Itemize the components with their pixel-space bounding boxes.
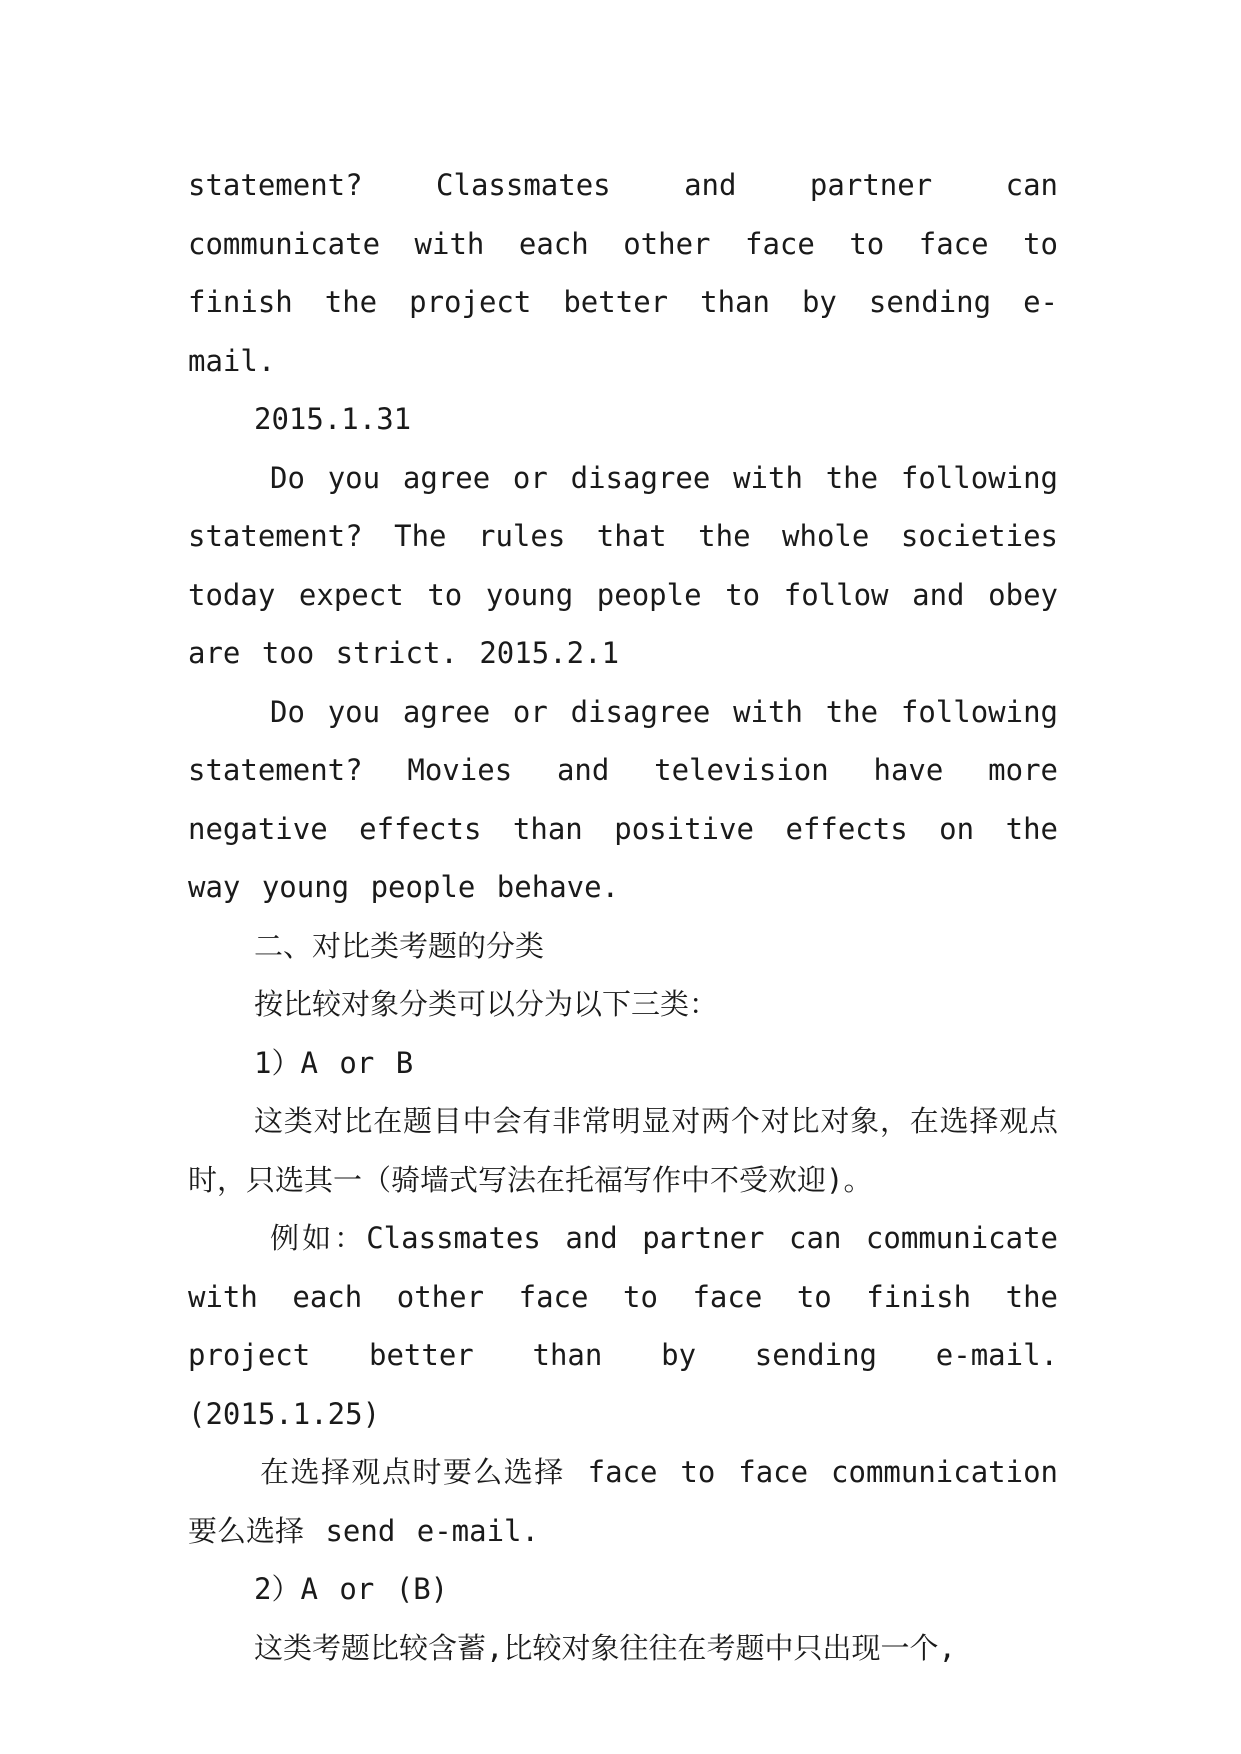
list-item-a-or-b: 1）A or B xyxy=(254,1045,414,1080)
paragraph-viewpoint-choice: 在选择观点时要么选择 face to face communication 要么选择 send e-mail. xyxy=(188,1455,1058,1548)
paragraph-implicit-explanation: 这类考题比较含蓄,比较对象往往在考题中只出现一个, xyxy=(254,1630,956,1665)
section-heading-comparison-types: 二、对比类考题的分类 xyxy=(254,928,545,963)
paragraph-date-2015-1-31: 2015.1.31 xyxy=(254,402,412,436)
document-page xyxy=(188,156,1058,1677)
list-item-a-or-b-implicit: 2）A or (B) xyxy=(254,1572,449,1606)
paragraph-rules-question: Do you agree or disagree with the following statement? The rules that the whole societies today expect to young people to follow and obey are too strict. 2015.2.1 xyxy=(188,460,1058,670)
paragraph-movies-question: Do you agree or disagree with the following statement? Movies and television have more negative effects than positive effects on the way young people behave. xyxy=(188,694,1058,904)
paragraph-example: 例如：Classmates and partner can communicate with each other face to face to finish the project better than by sending e-mail. (2015.1.25) xyxy=(188,1221,1058,1431)
paragraph-a-or-b-explanation: 这类对比在题目中会有非常明显对两个对比对象，在选择观点时，只选其一（骑墙式写法在托福写作中不受欢迎)。 xyxy=(188,1104,1058,1197)
paragraph-statement-continuation: statement? Classmates and partner can communicate with each other face to face to finish the project better than by sending e-mail. xyxy=(188,168,1058,378)
paragraph-classification-intro: 按比较对象分类可以分为以下三类： xyxy=(254,987,719,1021)
